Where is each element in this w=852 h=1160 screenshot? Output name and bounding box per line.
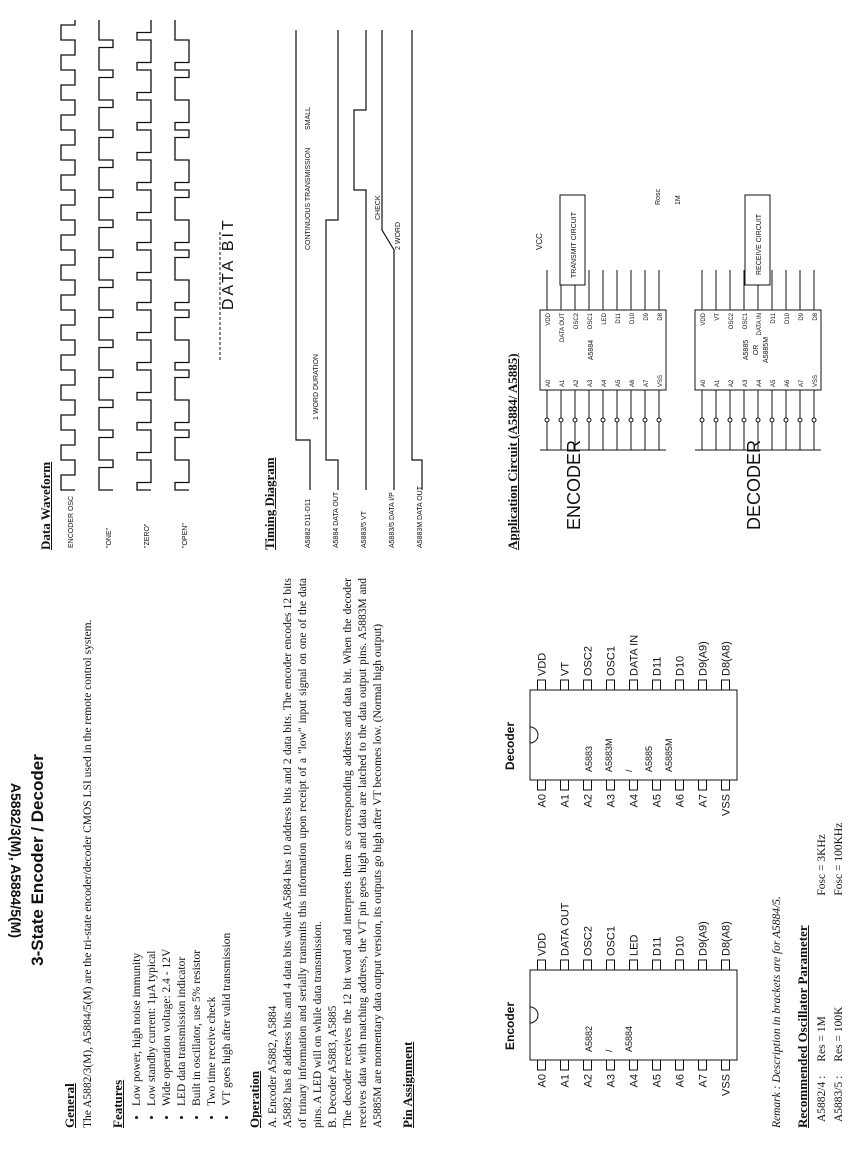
features-list <box>130 578 235 1128</box>
waveform-row-label: "ONE" <box>106 527 113 548</box>
pin-label: A6 <box>785 379 791 387</box>
timing-trace <box>382 30 394 490</box>
pin <box>584 780 592 790</box>
part-title: A5882/3(M), A5884/5(M) <box>8 782 24 938</box>
pin <box>630 780 638 790</box>
pin <box>607 1060 615 1070</box>
waveform-row-label: "OPEN" <box>182 523 189 548</box>
pin <box>676 780 684 790</box>
small-label: SMALL <box>305 107 312 130</box>
operation-heading: Operation <box>247 1070 262 1128</box>
pin-label: A3 <box>743 379 749 387</box>
timing-row-label: A5882 D11-D11 <box>305 498 312 548</box>
pin-label: A3 <box>588 379 594 387</box>
waveform-row-label: ENCODER OSC <box>68 495 75 548</box>
operation-a-title: A. Encoder A5882, A5884 <box>267 1005 279 1128</box>
pin <box>630 960 638 970</box>
pin <box>561 780 569 790</box>
table-row <box>831 822 848 1128</box>
pin-label: A3 <box>605 794 618 808</box>
pin-label: A5 <box>616 379 622 387</box>
pin <box>538 1060 546 1070</box>
pin <box>538 960 546 970</box>
list-item: • Low power, high noise immunity <box>130 578 145 1106</box>
chip-part-label: A5884 <box>588 339 595 361</box>
switch-contact <box>587 418 591 422</box>
list-item: • VT goes high after valid transmission <box>220 578 235 1106</box>
encoder-label: ENCODER <box>564 439 584 530</box>
switch-contact <box>657 418 661 422</box>
chip-part-label: A5883 <box>584 745 594 772</box>
pin-label: D8 <box>658 313 664 321</box>
timing-trace <box>326 30 338 490</box>
switch-contact <box>700 418 704 422</box>
pin-label: VDD <box>536 932 549 956</box>
chip-part-label: A5884 <box>624 1025 634 1052</box>
pin-label: VT <box>715 313 721 321</box>
pin <box>653 680 661 690</box>
pin-label: A4 <box>628 794 641 808</box>
pin <box>584 1060 592 1070</box>
pin <box>653 960 661 970</box>
pin-label: A1 <box>715 379 721 387</box>
pin-label: A5 <box>651 794 664 808</box>
pin-label: D10 <box>785 313 791 325</box>
pin-label: D11 <box>651 936 664 956</box>
waveform-trace <box>137 20 151 490</box>
oscillator-table <box>814 822 848 1128</box>
switch-contact <box>728 418 732 422</box>
pin <box>676 680 684 690</box>
switch-contact <box>770 418 774 422</box>
vcc-label: VCC <box>535 233 544 250</box>
pin-label: OSC2 <box>582 646 595 676</box>
pin <box>722 680 730 690</box>
pin-label: A0 <box>701 379 707 387</box>
decoder-circuit <box>695 270 821 450</box>
pin-label: DATA OUT <box>559 902 572 956</box>
osc-part: A5883/5 : <box>833 1075 845 1122</box>
pin-label: A1 <box>559 794 572 808</box>
diagram-column <box>0 0 852 550</box>
timing-trace <box>354 30 366 490</box>
encoder-title: Encoder <box>503 1001 517 1050</box>
application-circuit <box>520 10 840 550</box>
pin-label: A7 <box>644 379 650 387</box>
operation-b-text: The decoder receives the 12 bit word and interprets them as corresponding address and data bit. When the decoder receives data with matching address, the VT pin goes high and data are latched to the data output pins. A5883M and A5885M are momentary data output version, its outputs go high after VT becomes low. (Normal high output) <box>342 578 384 1128</box>
switch-contact <box>545 418 549 422</box>
pin <box>561 680 569 690</box>
pin <box>607 960 615 970</box>
text-column <box>0 560 852 1160</box>
table-row <box>814 822 831 1128</box>
timing-row-label: A5883/5 VT <box>361 511 368 548</box>
pin-label: A4 <box>628 1074 641 1088</box>
pin-label: VSS <box>813 374 819 387</box>
general-text: The A5882/3(M), A5884/5(M) are the tri-state encoder/decoder CMOS LSI used in the remote control system. <box>82 619 94 1128</box>
pin-label: A7 <box>697 794 710 808</box>
pin-remark: Remark : Description in brackets are for A5884/5. <box>771 896 783 1128</box>
waveform-trace <box>175 20 189 490</box>
waveform-trace <box>99 20 113 490</box>
pin-label: OSC1 <box>605 646 618 676</box>
list-item: • Low standby current: 1µA typical <box>145 578 160 1106</box>
list-item: • Built in oscillator, use 5% resistor <box>190 578 205 1106</box>
pin-label: A2 <box>582 794 595 808</box>
pin-label: D10 <box>630 313 636 325</box>
pin <box>699 780 707 790</box>
pin <box>561 1060 569 1070</box>
pin-label: VSS <box>658 374 664 387</box>
pin-label: OSC2 <box>582 926 595 956</box>
operation-b-title: B. Decoder A5883, A5885 <box>327 1005 339 1128</box>
data-bit-label: DATA BIT <box>220 217 237 310</box>
continuous-label: CONTINUOUS TRANSMISSION <box>305 147 312 250</box>
pin-label: D9 <box>644 313 650 321</box>
encoder-chip <box>530 902 737 1096</box>
timing-diagram <box>280 20 460 550</box>
pin-label: A2 <box>582 1074 595 1088</box>
timing-trace <box>412 30 422 490</box>
switch-contact <box>573 418 577 422</box>
data-waveform-heading: Data Waveform <box>38 461 53 550</box>
pin-label: A5 <box>771 379 777 387</box>
pin-label: A2 <box>729 379 735 387</box>
osc-fosc: Fosc = 3KHz <box>816 834 828 896</box>
pin-label: A4 <box>757 379 763 387</box>
waveform-trace <box>61 20 75 490</box>
timing-diagram-heading: Timing Diagram <box>262 457 277 550</box>
pin-label: D8 <box>813 313 819 321</box>
pin-label: OSC2 <box>574 313 580 330</box>
pin-label: D11 <box>616 313 622 324</box>
pin-label: A6 <box>674 794 687 808</box>
general-heading: General <box>62 1083 77 1128</box>
pin-label: VSS <box>720 794 733 817</box>
pin <box>699 960 707 970</box>
timing-row-label: A5884 DATA OUT <box>333 491 340 548</box>
one-word-label: 1 WORD DURATION <box>313 354 320 420</box>
chip-part-label: A5885M <box>664 738 674 772</box>
pin-label: A0 <box>536 1074 549 1088</box>
pin-label: A1 <box>559 1074 572 1088</box>
decoder-label: DECODER <box>744 439 764 530</box>
pin <box>699 1060 707 1070</box>
pin-label: VDD <box>546 313 552 326</box>
pin-label: A7 <box>697 1074 710 1088</box>
pin-label: A6 <box>630 379 636 387</box>
chip-part-label: / <box>604 1049 614 1052</box>
pin <box>584 960 592 970</box>
decoder-chip <box>530 635 737 816</box>
switch-contact <box>615 418 619 422</box>
pin-label: A6 <box>674 1074 687 1088</box>
pin-assignment-heading: Pin Assignment <box>400 1041 415 1128</box>
switch-contact <box>629 418 633 422</box>
switch-contact <box>742 418 746 422</box>
encoder-circuit <box>540 270 666 450</box>
transmit-box-label: TRANSMIT CIRCUIT <box>571 212 578 278</box>
list-item: • LED data transmission indicator <box>175 578 190 1106</box>
pin <box>722 780 730 790</box>
pin-label: D10 <box>674 655 687 676</box>
pin-label: LED <box>602 313 608 325</box>
pin <box>676 1060 684 1070</box>
pin-label: D8(A8) <box>720 921 733 956</box>
rosc-label: Rosc <box>655 189 662 205</box>
switch-contact <box>714 418 718 422</box>
pin-label: VT <box>559 661 572 676</box>
pin <box>722 960 730 970</box>
decoder-title: Decoder <box>503 721 517 770</box>
pin-label: A7 <box>799 379 805 387</box>
timing-row-label: A5883M DATA OUT <box>417 486 424 548</box>
switch-contact <box>559 418 563 422</box>
pin-label: D11 <box>651 656 664 676</box>
page-title: 3-State Encoder / Decoder <box>28 754 47 966</box>
timing-row-label: A5883/5 DATA I/P <box>389 492 396 548</box>
pin <box>653 780 661 790</box>
receive-box-label: RECEIVE CIRCUIT <box>756 213 763 275</box>
switch-contact <box>812 418 816 422</box>
pin-label: A5 <box>651 1074 664 1088</box>
pin <box>538 680 546 690</box>
pin <box>607 680 615 690</box>
osc-res: Res = 100K <box>833 1006 845 1062</box>
pin-label: A3 <box>605 1074 618 1088</box>
switch-contact <box>798 418 802 422</box>
pin-label: A0 <box>546 379 552 387</box>
pin-label: VDD <box>701 313 707 326</box>
pin <box>584 680 592 690</box>
chip-part-label: A5882 <box>584 1025 594 1052</box>
pin <box>630 680 638 690</box>
chip-body <box>530 690 737 780</box>
operation-a-text: A5882 has 8 address bits and 4 data bits while A5884 has 10 address bits and 2 data bits. The encoder encodes 12 bits of trinary information and serially transmits this information upon receipt of a "low" input signal on one of the data pins. A LED will on while data transmission. <box>282 578 324 1128</box>
pin-label: D11 <box>771 313 777 324</box>
pin-assignment-diagram <box>500 580 760 1120</box>
chip-part-label: A5883M <box>604 738 614 772</box>
list-item: • Wide operation voltage: 2.4 - 12V <box>160 578 175 1106</box>
switch-contact <box>601 418 605 422</box>
oscillator-heading: Recommended Oscillator Parameter <box>795 925 810 1128</box>
timing-trace <box>296 30 310 490</box>
switch-contact <box>756 418 760 422</box>
chip-part-label: A5885 <box>644 745 654 772</box>
pin-label: OSC1 <box>743 313 749 330</box>
pin <box>630 1060 638 1070</box>
switch-contact <box>643 418 647 422</box>
chip-part-label: A5885M <box>763 336 770 364</box>
pin <box>607 780 615 790</box>
pin-label: LED <box>628 934 641 956</box>
waveform-row-label: "ZERO" <box>144 523 151 548</box>
pin <box>699 680 707 690</box>
chip-part-label: / <box>624 769 634 772</box>
pin-label: D9 <box>799 313 805 321</box>
switch-contact <box>784 418 788 422</box>
pin <box>538 780 546 790</box>
chip-part-label: OR <box>753 344 760 356</box>
osc-part: A5882/4 : <box>816 1075 828 1122</box>
application-heading: Application Circuit (A5884/ A5885) <box>505 353 520 550</box>
pin-label: OSC1 <box>588 313 594 330</box>
pin-label: VDD <box>536 652 549 676</box>
features-heading: Features <box>110 1079 125 1128</box>
two-word-label: 2 WORD <box>395 222 402 250</box>
list-item: • Two time receive check <box>205 578 220 1106</box>
pin-label: OSC1 <box>605 926 618 956</box>
pin-label: D9(A9) <box>697 921 710 956</box>
pin-label: A1 <box>560 379 566 387</box>
pin-label: D10 <box>674 935 687 956</box>
chip-part-label: A5885 <box>743 339 750 361</box>
pin-label: D9(A9) <box>697 641 710 676</box>
resistor-note: 1M <box>675 195 682 205</box>
pin-label: VSS <box>720 1074 733 1097</box>
pin-label: DATA IN <box>628 634 641 676</box>
pin-label: A4 <box>602 379 608 387</box>
pin <box>722 1060 730 1070</box>
data-waveform-diagram <box>55 20 250 550</box>
check-label: CHECK <box>375 195 382 220</box>
pin-label: OSC2 <box>729 313 735 330</box>
pin-label: A0 <box>536 794 549 808</box>
pin-label: DATA IN <box>757 313 763 336</box>
pin-label: D8(A8) <box>720 641 733 676</box>
osc-res: Res = 1M <box>816 1016 828 1062</box>
pin <box>676 960 684 970</box>
pin-label: A2 <box>574 379 580 387</box>
pin <box>653 1060 661 1070</box>
pin-label: DATA OUT <box>560 313 566 343</box>
pin <box>561 960 569 970</box>
osc-fosc: Fosc = 100KHz <box>833 822 845 896</box>
